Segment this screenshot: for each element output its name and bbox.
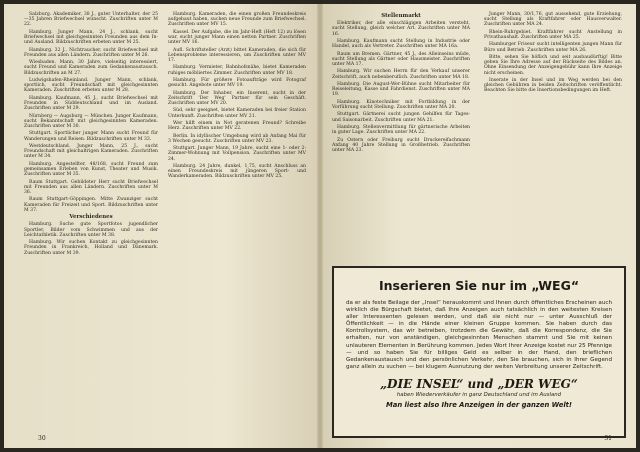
advertisement-subline: haben Wiederverkäufer in ganz Deutschland und im Ausland — [396, 391, 562, 398]
classified-ad: Berlin. In idyllischer Umgebung wird ab Anfang Mai für 3 Wochen gesucht. Zuschriften unter MV 23. — [168, 133, 306, 144]
classified-ad: Hamburg. Wir suchen Kontakt zu gleichgesinnten Freunden in Frankreich, Holland und Dänemark. Zuschriften unter M 39. — [24, 240, 158, 256]
book-gutter — [317, 4, 323, 448]
classified-ad: Bitte, sehen Sie höflich und seit ausbaudürftig! Bitte geben Sie Ihre Adresse auf der Rückseite des Bildes an. Ohne Einsendung der Anzeigengebühr kann Ihre Anzeige nicht erscheinen. — [484, 54, 622, 76]
classified-ad: Hamburg. Der Inhaber, ein Inserent, sucht in der Zeitschrift 'Der Weg' Partner für sein Geschäft. Zuschriften unter MV 20. — [168, 90, 306, 106]
classified-ad: Hamburg. 32 J., Nichtraucher, sucht Briefwechsel mit Freunden aus allen Ländern. Zuschriften unter M 26. — [24, 47, 158, 58]
right-page-column-2 — [484, 12, 622, 96]
section-heading: Verschiedenes — [69, 214, 113, 221]
classified-ad: Raum Stuttgart-Göppingen. Mitte Zwanziger sucht Kameraden für Freizeit und Sport. Bildzuschriften unter M 37. — [24, 197, 158, 213]
advertisement-bottom-line: Man liest also Ihre Anzeigen in der ganzen Welt! — [386, 400, 572, 409]
classified-ad: Hamburg. Kaufmann sucht Stellung in Industrie oder Handel, auch als Vertreter. Zuschriften unter MA 16a. — [332, 39, 470, 50]
advertisement-body: da er als feste Beilage der „Insel“ herauskommt und Ihnen durch öffentliches Erscheinen auch wirklich die Bürgschaft bietet, daß Ihre Anzeigen auch tatsächlich in den weitesten Kreisen aller Interessenten gelesen werden, und daß sie nicht nur — unter Ausschluß der Öffentlichkeit — in die Hände einer kleinen Gruppe kommen. Sie haben durch das Kontrollsystem, das wir betreiben, trotzdem die Gewähr, daß die Korrespondenz, die Sie erhalten, nur von anständigen, gleichgesinnten Menschen stammt und Sie mit keinen unlauteren Elementen in Berührung kommen. Jedes Wort Ihrer Anzeige kostet nur 25 Pfennige — und so haben Sie für billiges Geld es selber in der Hand, den brieflichen Gedankenaustausch und den persönlichen Verkehr, den Sie brauchen, sich in Ihrer Gegend ganz allein zu suchen — bei klugem Ausnutzung der weiten Verbreitung unserer Zeitschrift. — [346, 300, 612, 370]
classified-ad: Nürnberg — Augsburg — München. Junger Kaufmann, sucht Bekanntschaft mit gleichgesinnten Kameraden. Zuschriften unter M 30. — [24, 113, 158, 129]
classified-ad: Salzburg. Akademiker, 38 J., guter Unterhalter, der 25—35 Jahren Briefwechsel wünscht. Zuschriften unter M 22. — [24, 12, 158, 28]
advertisement-headline: „DIE INSEL“ und „DER WEG“ — [380, 376, 578, 391]
left-page-column-2 — [168, 12, 306, 182]
classified-ad: Hamburg. 24 Jahre, dunkel, 1,75, sucht Anschluss an einen Freundeskreis mit jüngeren Sport- und Wanderkameraden. Bildzuschriften unter MV 25. — [168, 163, 306, 180]
classified-ad: Hamburg. Kinotechniker mit Fortbildung in der Vorführung sucht Stellung. Zuschriften unter MA 20. — [332, 99, 470, 110]
classified-ad: Westdeutschland. Junger Mann, 25 J., sucht Freundschaft mit gleichaltrigen Kameraden. Zuschriften unter M 34. — [24, 143, 158, 160]
left-page — [4, 4, 320, 448]
classified-ad: Kassel. Der Aufgabe, die im Jahr-Heft (Heft 12) zu lösen war, sucht junger Mann einen netten Partner. Zuschriften unter MV 16. — [168, 29, 306, 46]
classified-ad: Hamburg. Kaufmann, 45 J., sucht Briefwechsel mit Freunden in Süddeutschland und im Ausland. Zuschriften unter M 29. — [24, 95, 158, 112]
classified-ad: Ludwigshafen-Rheinland. Junger Mann, schlank, sportlich, sucht Freundschaft mit gleichgesinnten Kameraden. Zuschriften erbeten unter M 28. — [24, 77, 158, 94]
advertisement-box — [332, 266, 626, 438]
classified-ad: Inserate in der Insel und im Weg werden bei den gleichen Gebühren in beiden Zeitschriften veröffentlicht. Beachten Sie bitte die Insertionsbedingungen im Heft. — [484, 77, 622, 94]
classified-ad: Elektriker, der alle einschlägigen Arbeiten versteht, sucht Stellung, gleich welcher Art. Zuschriften unter MA 16. — [332, 21, 470, 37]
classified-ad: Hamburg. Angestellter, 48/168, sucht Freund zum gemeinsamen Erleben von Kunst, Theater und Musik. Zuschriften unter M 35. — [24, 161, 158, 178]
classified-ad: Hamburger Friseur sucht intelligenten jungen Mann für Büro und Betrieb. Zuschriften unter MA 26. — [484, 42, 622, 53]
classified-ad: Junger Mann, 30/1,76, gut aussehend, gute Erziehung, sucht Stellung als Kraftfahrer oder Hausverwalter. Zuschriften unter MA 24. — [484, 12, 622, 28]
classified-ad: Zu Ostern oder Freiburg sucht Druckereifachmann Anfang 40 Jahre Stellung in Großbetrieb. Zuschriften unter MA 23. — [332, 137, 470, 153]
right-page-column-1 — [332, 12, 470, 155]
section-heading: Stellenmarkt — [381, 13, 421, 19]
classified-ad: Raum um Bremen. Gärtner, 45 J., des Alleinseins müde, sucht Stellung als Gärtner oder Hausmeister. Zuschriften unter MA 17. — [332, 51, 470, 67]
classified-ad: Wiesbaden. Mann, 30 Jahre, vielseitig interessiert, sucht Freund und Kameraden zum Gedankenaustausch. Bildzuschriften an M 27. — [24, 60, 158, 76]
classified-ad: Stuttgart. Gärtnerei sucht jungen Gehilfen für Tages- und Saisonarbeit. Zuschriften unter MA 21. — [332, 112, 470, 123]
classified-ad: Raum Stuttgart. Gebildeter Herr sucht Briefwechsel mit Freunden aus allen Ländern. Zuschriften unter M 36. — [24, 179, 158, 195]
classified-ad: Hamburg. Vermieter, Bahnhofsnähe, bietet Kameraden ruhiges möbliertes Zimmer. Zuschriften unter MV 18. — [168, 65, 306, 76]
classified-ad: Stuttgart. Sportlicher junger Mann sucht Freund für Wanderungen und Reisen. Bildzuschriften unter M 33. — [24, 131, 158, 142]
classified-ad: Rhein-Ruhrgebiet. Kraftfahrer sucht Anstellung in Privathaushalt. Zuschriften unter MA 25. — [484, 29, 622, 40]
page-number-right: 31 — [604, 435, 612, 442]
classified-ad: Wer hilft einem in Not geratenen Freund? Schreibe Herz. Zuschriften unter MV 22. — [168, 120, 306, 132]
advertisement-title: Inserieren Sie nur im „WEG“ — [378, 278, 580, 293]
classified-ad: Hamburg. Junger Mann, 24 J., schlank, sucht Briefwechsel mit gleichgesinnten Freunden aus dem In- und Ausland. Bildzuschriften erbeten unter M 25. — [24, 29, 158, 46]
page-number-left: 30 — [38, 435, 46, 442]
classified-ad: Hamburg. Die August-Wer-Bühne sucht Mitarbeiter für Reiseleitung, Kasse und Fahrdienst. Zuschriften unter MA 19. — [332, 81, 470, 98]
classified-ad: Süd, sehr geeignet, bietet Kameraden bei freier Station Unterkunft. Zuschriften unter MV 21. — [168, 108, 306, 119]
classified-ad: Hamburg. Kameraden, die einen großen Freundeskreis aufgebaut haben, suchen neue Freunde zum Briefwechsel. Zuschriften unter MV 15. — [168, 12, 306, 28]
classified-ad: Stuttgart. Junger Mann, 19 Jahre, sucht eine 1- oder 2-Zimmer-Wohnung mit Vollpension. Zuschriften unter MV 24. — [168, 146, 306, 162]
right-page — [320, 4, 636, 448]
classified-ad: Hamburg. Wir suchen Herrn für den Verkauf unserer Zeitschrift, auch nebenberuflich. Zuschriften unter MA 18. — [332, 69, 470, 80]
left-page-column-1 — [24, 12, 158, 258]
classified-ad: Hamburg. Stellenvermittlung für gärtnerische Arbeiten in guter Lage. Zuschriften unter MA 22. — [332, 124, 470, 136]
magazine-spread — [4, 4, 636, 448]
classified-ad: Hamburg. Suche gute Sportfotos jugendlicher Sportler, Bilder vom Schwimmen und aus der Leichtathletik. Zuschriften unter M 38. — [24, 222, 158, 238]
classified-ad: Hamburg. Für größere Fotoaufträge wird Fotograf gesucht. Angebote unter MV 19. — [168, 77, 306, 89]
classified-ad: Aufl. Schriftsteller (Arzt) bittet Kameraden, die sich für Lebensprobleme interessieren, um Zuschriften unter MV 17. — [168, 47, 306, 63]
